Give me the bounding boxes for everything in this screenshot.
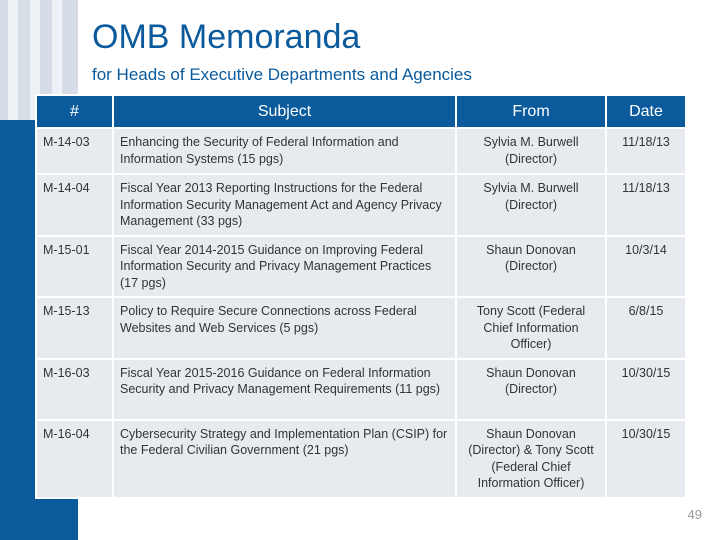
memo-id: M-15-01 [36, 236, 113, 298]
memo-id: M-14-03 [36, 128, 113, 174]
memo-from: Shaun Donovan (Director) [456, 359, 606, 420]
memo-date: 10/3/14 [606, 236, 686, 298]
table-row [36, 236, 686, 298]
column-header-number: # [36, 95, 113, 128]
slide-subtitle: for Heads of Executive Departments and Agencies [92, 65, 472, 84]
table-row [36, 128, 686, 174]
memo-subject: Fiscal Year 2015-2016 Guidance on Federal Information Security and Privacy Management Requirements (11 pgs) [113, 359, 456, 420]
column-header-from: From [456, 95, 606, 128]
memo-subject: Fiscal Year 2013 Reporting Instructions for the Federal Information Security Management Act and Agency Privacy Management (33 pgs) [113, 174, 456, 236]
table-row [36, 174, 686, 236]
memo-id: M-16-04 [36, 420, 113, 498]
memo-from: Shaun Donovan (Director) [456, 236, 606, 298]
memo-subject: Fiscal Year 2014-2015 Guidance on Improving Federal Information Security and Privacy Management Practices (17 pgs) [113, 236, 456, 298]
table-header-row [36, 95, 686, 128]
table-row [36, 359, 686, 420]
memo-date: 11/18/13 [606, 174, 686, 236]
memo-subject: Enhancing the Security of Federal Information and Information Systems (15 pgs) [113, 128, 456, 174]
memo-from: Shaun Donovan (Director) & Tony Scott (Federal Chief Information Officer) [456, 420, 606, 498]
column-header-subject: Subject [113, 95, 456, 128]
memo-id: M-15-13 [36, 297, 113, 359]
memo-from: Sylvia M. Burwell (Director) [456, 174, 606, 236]
column-header-date: Date [606, 95, 686, 128]
memo-date: 6/8/15 [606, 297, 686, 359]
memo-id: M-14-04 [36, 174, 113, 236]
memo-from: Sylvia M. Burwell (Director) [456, 128, 606, 174]
memo-id: M-16-03 [36, 359, 113, 420]
memo-date: 10/30/15 [606, 420, 686, 498]
table-row [36, 420, 686, 498]
page-number: 49 [687, 507, 702, 522]
memo-date: 11/18/13 [606, 128, 686, 174]
memo-subject: Policy to Require Secure Connections across Federal Websites and Web Services (5 pgs) [113, 297, 456, 359]
memo-from: Tony Scott (Federal Chief Information Officer) [456, 297, 606, 359]
table-row [36, 297, 686, 359]
slide-title: OMB Memoranda [92, 18, 361, 56]
decoration-stripe [8, 0, 18, 120]
memoranda-table [35, 94, 687, 499]
memo-subject: Cybersecurity Strategy and Implementation Plan (CSIP) for the Federal Civilian Government (21 pgs) [113, 420, 456, 498]
memo-date: 10/30/15 [606, 359, 686, 420]
